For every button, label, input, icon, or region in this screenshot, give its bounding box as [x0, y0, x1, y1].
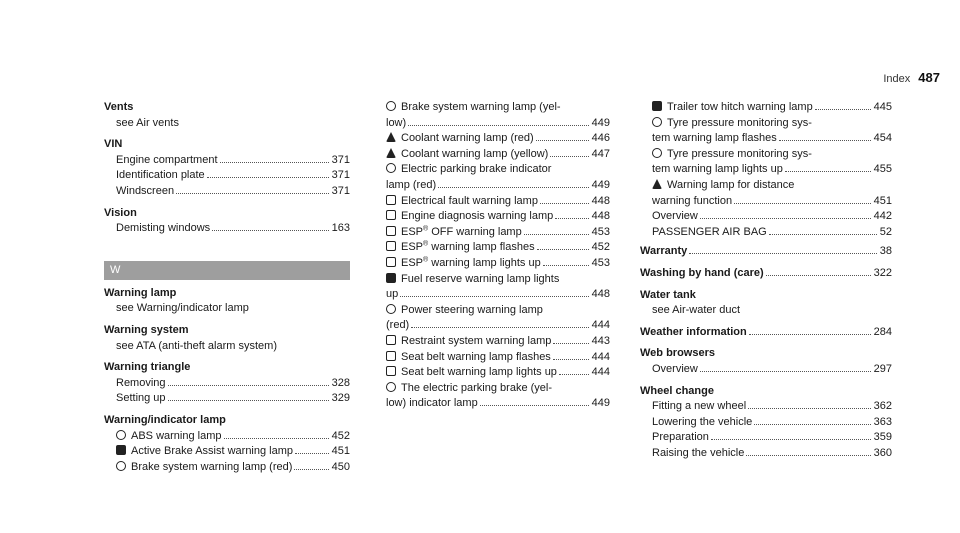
row-page: 444 — [591, 366, 610, 379]
row-label: Trailer tow hitch warning lamp — [667, 101, 813, 113]
row-label-line1: Power steering warning lamp — [401, 303, 543, 316]
row-label-line2: tem warning lamp flashes — [652, 132, 777, 145]
index-row[interactable] — [104, 376, 350, 392]
leader-dots — [815, 109, 871, 110]
index-row[interactable] — [386, 256, 610, 272]
header-index-label: Index — [883, 73, 911, 85]
row-label-line2: (red) — [386, 319, 410, 332]
row-page: 453 — [591, 256, 610, 269]
row-page: 363 — [873, 415, 892, 428]
index-row[interactable] — [386, 225, 610, 241]
leader-dots — [294, 469, 328, 470]
row-label: Raising the vehicle — [652, 446, 745, 459]
row-page: 451 — [873, 194, 892, 207]
row-page: 453 — [591, 225, 610, 238]
index-row[interactable] — [640, 147, 892, 178]
index-row[interactable] — [386, 303, 610, 334]
row-page: 447 — [591, 147, 610, 160]
row-label-line1: Electric parking brake indicator — [401, 163, 552, 176]
row-page: 449 — [591, 116, 610, 129]
restraint-icon — [386, 335, 396, 345]
row-label: Restraint system warning lamp — [401, 334, 552, 347]
leader-dots — [734, 203, 871, 204]
leader-dots — [769, 234, 877, 235]
row-page: 449 — [591, 178, 610, 191]
brake-assist-icon — [116, 445, 126, 455]
row-page: 284 — [873, 325, 892, 338]
index-row[interactable] — [640, 266, 892, 282]
row-page: 455 — [873, 163, 892, 176]
leader-dots — [212, 230, 328, 231]
leader-dots — [220, 162, 329, 163]
index-row[interactable] — [104, 221, 350, 237]
row-label: Preparation — [652, 431, 709, 444]
leader-dots — [411, 327, 588, 328]
coolant-icon — [386, 132, 396, 142]
index-row[interactable] — [640, 415, 892, 431]
leader-dots — [555, 218, 588, 219]
row-label: Overview — [652, 210, 698, 223]
index-row[interactable] — [386, 131, 610, 147]
row-page: 371 — [331, 153, 350, 166]
index-row[interactable] — [386, 209, 610, 225]
row-page: 452 — [331, 429, 350, 442]
row-label: Seat belt warning lamp lights up — [401, 366, 557, 379]
row-label-line1: Brake system warning lamp (yel- — [401, 101, 561, 113]
index-row[interactable] — [386, 381, 610, 412]
power-steering-icon — [386, 304, 396, 314]
index-row[interactable] — [104, 460, 350, 476]
entry-washing-title: Washing by hand (care) — [640, 266, 764, 279]
row-page: 328 — [331, 376, 350, 389]
leader-dots — [700, 218, 871, 219]
entry-warning-lamp-title: Warning lamp — [104, 286, 177, 299]
index-row[interactable] — [386, 162, 610, 193]
row-label-line1: Fuel reserve warning lamp lights — [401, 272, 560, 285]
row-label: ABS warning lamp — [131, 429, 222, 442]
row-page: 448 — [591, 210, 610, 223]
leader-dots — [408, 125, 588, 126]
row-page: 362 — [873, 400, 892, 413]
parking-brake-icon — [386, 163, 396, 173]
section-letter-bar: W — [104, 261, 350, 280]
index-row[interactable] — [386, 194, 610, 210]
leader-dots — [540, 203, 589, 204]
leader-dots — [176, 193, 329, 194]
leader-dots — [754, 424, 870, 425]
entry-warranty-title: Warranty — [640, 245, 688, 258]
entry-weather-title: Weather information — [640, 325, 747, 338]
index-row[interactable] — [640, 116, 892, 147]
leader-dots — [224, 438, 329, 439]
leader-dots — [553, 343, 588, 344]
row-label: Setting up — [116, 392, 166, 405]
fuel-icon — [386, 273, 396, 283]
row-label: PASSENGER AIR BAG — [652, 225, 767, 238]
row-label-line2: lamp (red) — [386, 178, 437, 191]
index-row[interactable] — [104, 391, 350, 407]
row-page: 329 — [331, 392, 350, 405]
distance-warning-icon — [652, 179, 662, 189]
leader-dots — [553, 359, 589, 360]
leader-dots — [766, 275, 871, 276]
row-label: Demisting windows — [116, 222, 211, 235]
index-column-3 — [640, 100, 892, 461]
row-label: Brake system warning lamp (red) — [131, 460, 293, 473]
tyre-pressure-icon — [652, 117, 662, 127]
row-label-line2: low) — [386, 116, 407, 129]
leader-dots — [438, 187, 589, 188]
entry-wheel-title: Wheel change — [640, 384, 714, 397]
row-label: Engine compartment — [116, 153, 218, 166]
row-label: Electrical fault warning lamp — [401, 194, 538, 207]
brake-system-icon — [386, 101, 396, 111]
index-row[interactable] — [386, 272, 610, 303]
index-row[interactable] — [640, 244, 892, 260]
leader-dots — [746, 455, 870, 456]
brake-system-icon — [116, 461, 126, 471]
row-label: Overview — [652, 362, 698, 375]
entry-warning-system-see[interactable]: see ATA (anti-theft alarm system) — [116, 339, 277, 352]
leader-dots — [168, 385, 329, 386]
row-page: 322 — [873, 266, 892, 279]
entry-vin-title: VIN — [104, 138, 123, 151]
row-label: Engine diagnosis warning lamp — [401, 210, 554, 223]
leader-dots — [785, 171, 871, 172]
index-row[interactable] — [104, 184, 350, 200]
entry-water-tank-see[interactable]: see Air-water duct — [652, 304, 741, 317]
trailer-hitch-icon — [652, 101, 662, 111]
index-row[interactable] — [104, 444, 350, 460]
seat-belt-icon — [386, 366, 396, 376]
index-row[interactable] — [640, 446, 892, 462]
leader-dots — [550, 156, 588, 157]
leader-dots — [749, 334, 871, 335]
leader-dots — [480, 405, 589, 406]
row-page: 371 — [331, 169, 350, 182]
leader-dots — [711, 439, 871, 440]
leader-dots — [779, 140, 871, 141]
tyre-pressure-icon — [652, 148, 662, 158]
row-label-line1: Warning lamp for distance — [667, 178, 795, 191]
leader-dots — [700, 371, 871, 372]
page-number: 487 — [918, 70, 940, 85]
index-column-1 — [104, 100, 350, 475]
row-page: 450 — [331, 460, 350, 473]
index-row[interactable] — [640, 178, 892, 209]
esp-icon — [386, 241, 396, 251]
row-page: 297 — [873, 362, 892, 375]
entry-vents-see[interactable]: see Air vents — [116, 116, 179, 129]
row-label-line1: Tyre pressure monitoring sys- — [667, 116, 812, 129]
index-row[interactable] — [640, 430, 892, 446]
row-label: Lowering the vehicle — [652, 415, 753, 428]
row-label: Active Brake Assist warning lamp — [131, 445, 294, 458]
entry-vents-title: Vents — [104, 101, 134, 113]
battery-icon — [386, 195, 396, 205]
index-row[interactable] — [104, 153, 350, 169]
row-page: 448 — [591, 194, 610, 207]
esp-icon — [386, 257, 396, 267]
leader-dots — [559, 374, 589, 375]
row-label: Windscreen — [116, 184, 175, 197]
row-page: 443 — [591, 334, 610, 347]
seat-belt-icon — [386, 351, 396, 361]
index-row[interactable] — [640, 399, 892, 415]
leader-dots — [543, 265, 589, 266]
row-page: 445 — [873, 101, 892, 113]
leader-dots — [748, 408, 870, 409]
row-label: ESP® warning lamp lights up — [401, 256, 541, 269]
leader-dots — [689, 253, 876, 254]
leader-dots — [536, 140, 589, 141]
index-column-2 — [386, 100, 610, 412]
row-page: 360 — [873, 446, 892, 459]
parking-brake-icon — [386, 382, 396, 392]
index-row[interactable] — [386, 100, 610, 131]
row-page: 38 — [879, 245, 892, 258]
entry-warning-lamp-see[interactable]: see Warning/indicator lamp — [116, 302, 249, 315]
entry-water-tank-title: Water tank — [640, 288, 696, 301]
leader-dots — [537, 249, 589, 250]
entry-warning-system-title: Warning system — [104, 323, 189, 336]
row-label-line2: up — [386, 288, 399, 301]
index-row[interactable] — [640, 225, 892, 241]
esp-off-icon — [386, 226, 396, 236]
row-label-line1: Tyre pressure monitoring sys- — [667, 147, 812, 160]
row-label: ESP® warning lamp flashes — [401, 240, 535, 254]
index-row[interactable] — [386, 147, 610, 163]
coolant-icon — [386, 148, 396, 158]
row-label-line2: low) indicator lamp — [386, 397, 478, 410]
row-page: 448 — [591, 288, 610, 301]
row-label-line2: tem warning lamp lights up — [652, 163, 783, 176]
index-row[interactable] — [640, 100, 892, 116]
row-label: ESP® OFF warning lamp — [401, 225, 522, 238]
index-row[interactable] — [104, 429, 350, 445]
row-page: 163 — [331, 222, 350, 235]
row-page: 442 — [873, 210, 892, 223]
row-label: Fitting a new wheel — [652, 400, 747, 413]
row-label: Seat belt warning lamp flashes — [401, 350, 551, 363]
index-row[interactable] — [640, 362, 892, 378]
entry-warning-indicator-title: Warning/indicator lamp — [104, 413, 226, 426]
abs-icon — [116, 430, 126, 440]
entry-warning-triangle-title: Warning triangle — [104, 361, 191, 374]
row-label-line2: warning function — [652, 194, 733, 207]
index-row[interactable] — [386, 350, 610, 366]
leader-dots — [168, 400, 329, 401]
index-row[interactable] — [386, 334, 610, 350]
row-label-line1: The electric parking brake (yel- — [401, 381, 553, 394]
row-page: 359 — [873, 431, 892, 444]
row-page: 446 — [591, 132, 610, 145]
row-page: 449 — [591, 397, 610, 410]
index-row[interactable] — [386, 365, 610, 381]
index-row[interactable] — [386, 240, 610, 256]
row-page: 52 — [879, 225, 892, 238]
row-page: 452 — [591, 241, 610, 254]
row-page: 444 — [591, 350, 610, 363]
leader-dots — [400, 296, 588, 297]
row-label: Coolant warning lamp (red) — [401, 132, 534, 145]
leader-dots — [295, 453, 329, 454]
row-page: 444 — [591, 319, 610, 332]
index-row[interactable] — [640, 209, 892, 225]
leader-dots — [207, 177, 329, 178]
row-label: Coolant warning lamp (yellow) — [401, 147, 549, 160]
row-page: 454 — [873, 132, 892, 145]
row-page: 451 — [331, 445, 350, 458]
entry-vision-title: Vision — [104, 206, 137, 219]
page-header — [883, 70, 940, 88]
index-row[interactable] — [104, 168, 350, 184]
row-label: Identification plate — [116, 169, 205, 182]
row-page: 371 — [331, 184, 350, 197]
row-label: Removing — [116, 376, 166, 389]
engine-icon — [386, 210, 396, 220]
entry-web-title: Web browsers — [640, 347, 715, 360]
leader-dots — [524, 234, 589, 235]
index-row[interactable] — [640, 325, 892, 341]
